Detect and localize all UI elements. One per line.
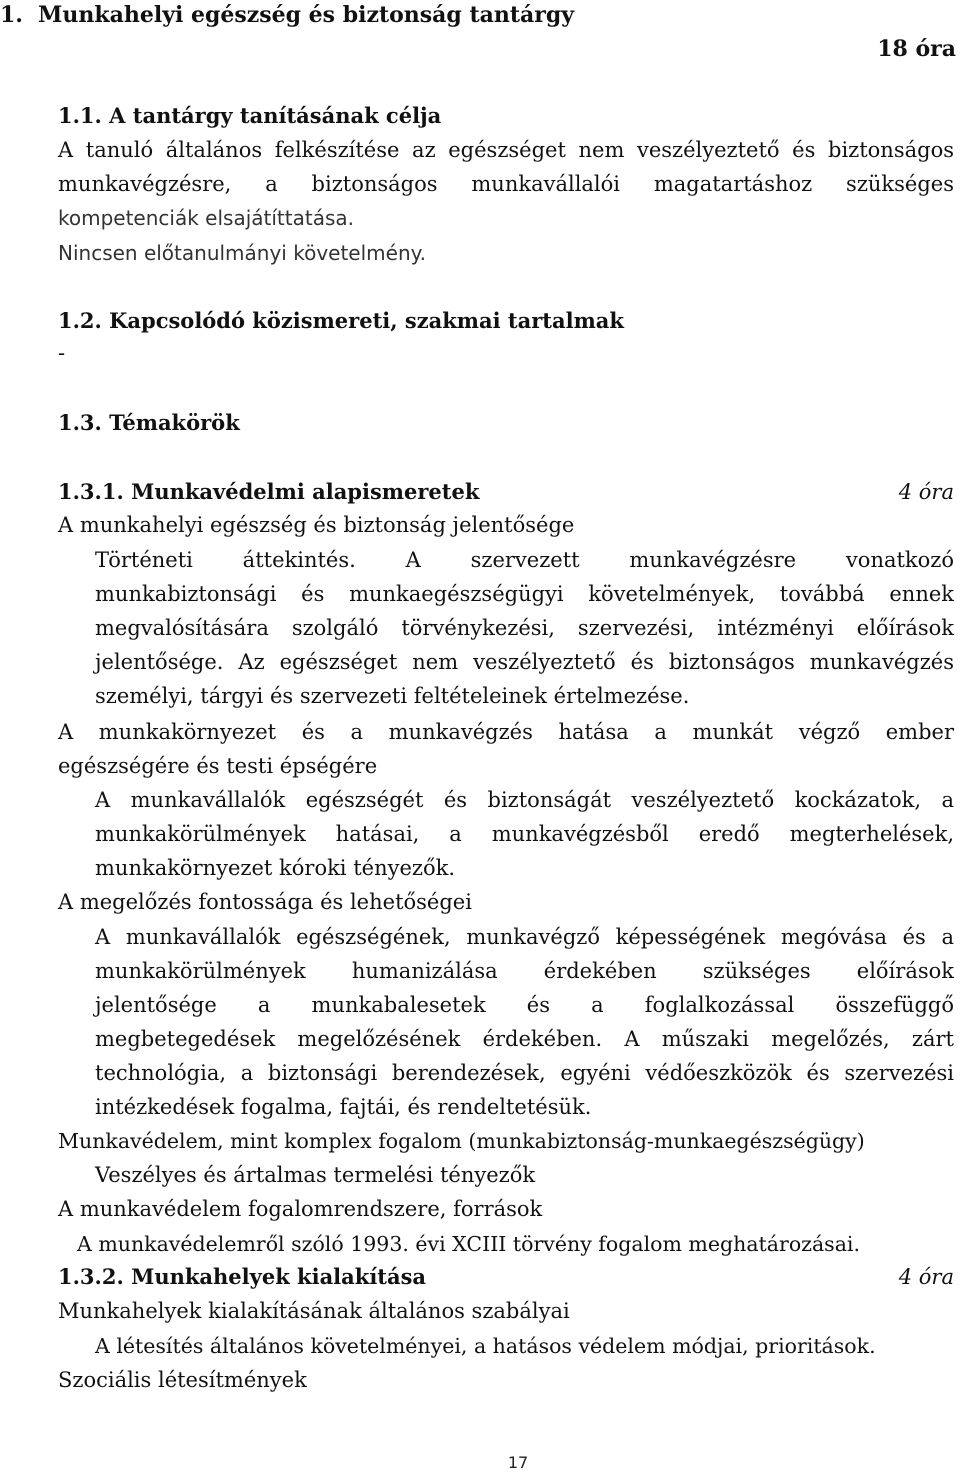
subtopic-body-line: A munkavállalók egészségének, munkavégző képességének megóvása és a [95,925,954,949]
topic-heading: 1.3.1. Munkavédelmi alapismeretek [58,479,480,504]
subtopic-title: A munkahelyi egészség és biztonság jelentősége [58,513,575,537]
subtopic-body-line: munkakörülmények humanizálása érdekében szükséges előírások [95,959,954,983]
subtopic-body-line: intézkedések fogalma, fajtái, és rendeltetésük. [95,1095,592,1119]
subtopic-body-line: munkakörülmények hatásai, a munkavégzésből eredő megterhelések, [95,822,954,846]
subtopic-body-line: megbetegedések megelőzésének érdekében. A műszaki megelőzés, zárt [95,1027,954,1051]
related-content: - [58,341,66,365]
subject-hours: 18 óra [877,36,956,62]
subtopic-title: Munkahelyek kialakításának általános szabályai [58,1299,570,1323]
subtopic-title: Szociális létesítmények [58,1368,307,1392]
topic-heading: 1.3.2. Munkahelyek kialakítása [58,1264,427,1289]
topic-hours: 4 óra [898,1265,954,1289]
subtopic-body-line: A munkavédelemről szóló 1993. évi XCIII törvény fogalom meghatározásai. [77,1232,860,1256]
subtopic-body-line: Történeti áttekintés. A szervezett munkavégzésre vonatkozó [95,548,954,572]
subtopic-body-line: személyi, tárgyi és szervezeti feltételeinek értelmezése. [95,684,690,708]
subtopic-body-line: technológia, a biztonsági berendezések, egyéni védőeszközök és szervezési [95,1061,954,1085]
goal-line: munkavégzésre, a biztonságos munkavállalói magatartáshoz szükséges [58,172,954,196]
heading-number: 1. [0,2,23,28]
topic-hours: 4 óra [898,480,954,504]
subtopic-body-line: munkakörnyezet kóroki tényezők. [95,856,455,880]
section-heading-related: 1.2. Kapcsolódó közismereti, szakmai tartalmak [58,308,624,333]
subtopic-title: Munkavédelem, mint komplex fogalom (munkabiztonság-munkaegészségügy) [58,1129,865,1153]
subject-title: Munkahelyi egészség és biztonság tantárgy [38,2,575,28]
subtopic-title: A munkavédelem fogalomrendszere, források [58,1197,543,1221]
subtopic-title: egészségére és testi épségére [58,754,378,778]
subtopic-body-line: megvalósítására szolgáló törvénykezési, szervezési, intézményi előírások [95,616,954,640]
goal-line: A tanuló általános felkészítése az egészséget nem veszélyeztető és biztonságos [58,138,954,162]
page-number: 17 [507,1453,529,1472]
subtopic-title: A munkakörnyezet és a munkavégzés hatása a munkát végző ember [58,720,954,744]
section-heading-goal: 1.1. A tantárgy tanításának célja [58,103,442,128]
subtopic-body-line: munkabiztonsági és munkaegészségügyi követelmények, továbbá ennek [95,582,954,606]
section-heading-topics: 1.3. Témakörök [58,410,240,435]
prerequisite-text: Nincsen előtanulmányi követelmény. [58,241,426,265]
subtopic-body-line: A létesítés általános követelményei, a hatásos védelem módjai, prioritások. [95,1334,876,1358]
subtopic-body-line: jelentősége a munkabalesetek és a foglalkozással összefüggő [95,993,954,1017]
subtopic-body-line: Veszélyes és ártalmas termelési tényezők [95,1163,536,1187]
subtopic-title: A megelőzés fontossága és lehetőségei [58,890,472,914]
subtopic-body-line: A munkavállalók egészségét és biztonságát veszélyeztető kockázatok, a [95,788,954,812]
goal-line: kompetenciák elsajátíttatása. [58,206,354,230]
subtopic-body-line: jelentősége. Az egészséget nem veszélyeztető és biztonságos munkavégzés [95,650,954,674]
